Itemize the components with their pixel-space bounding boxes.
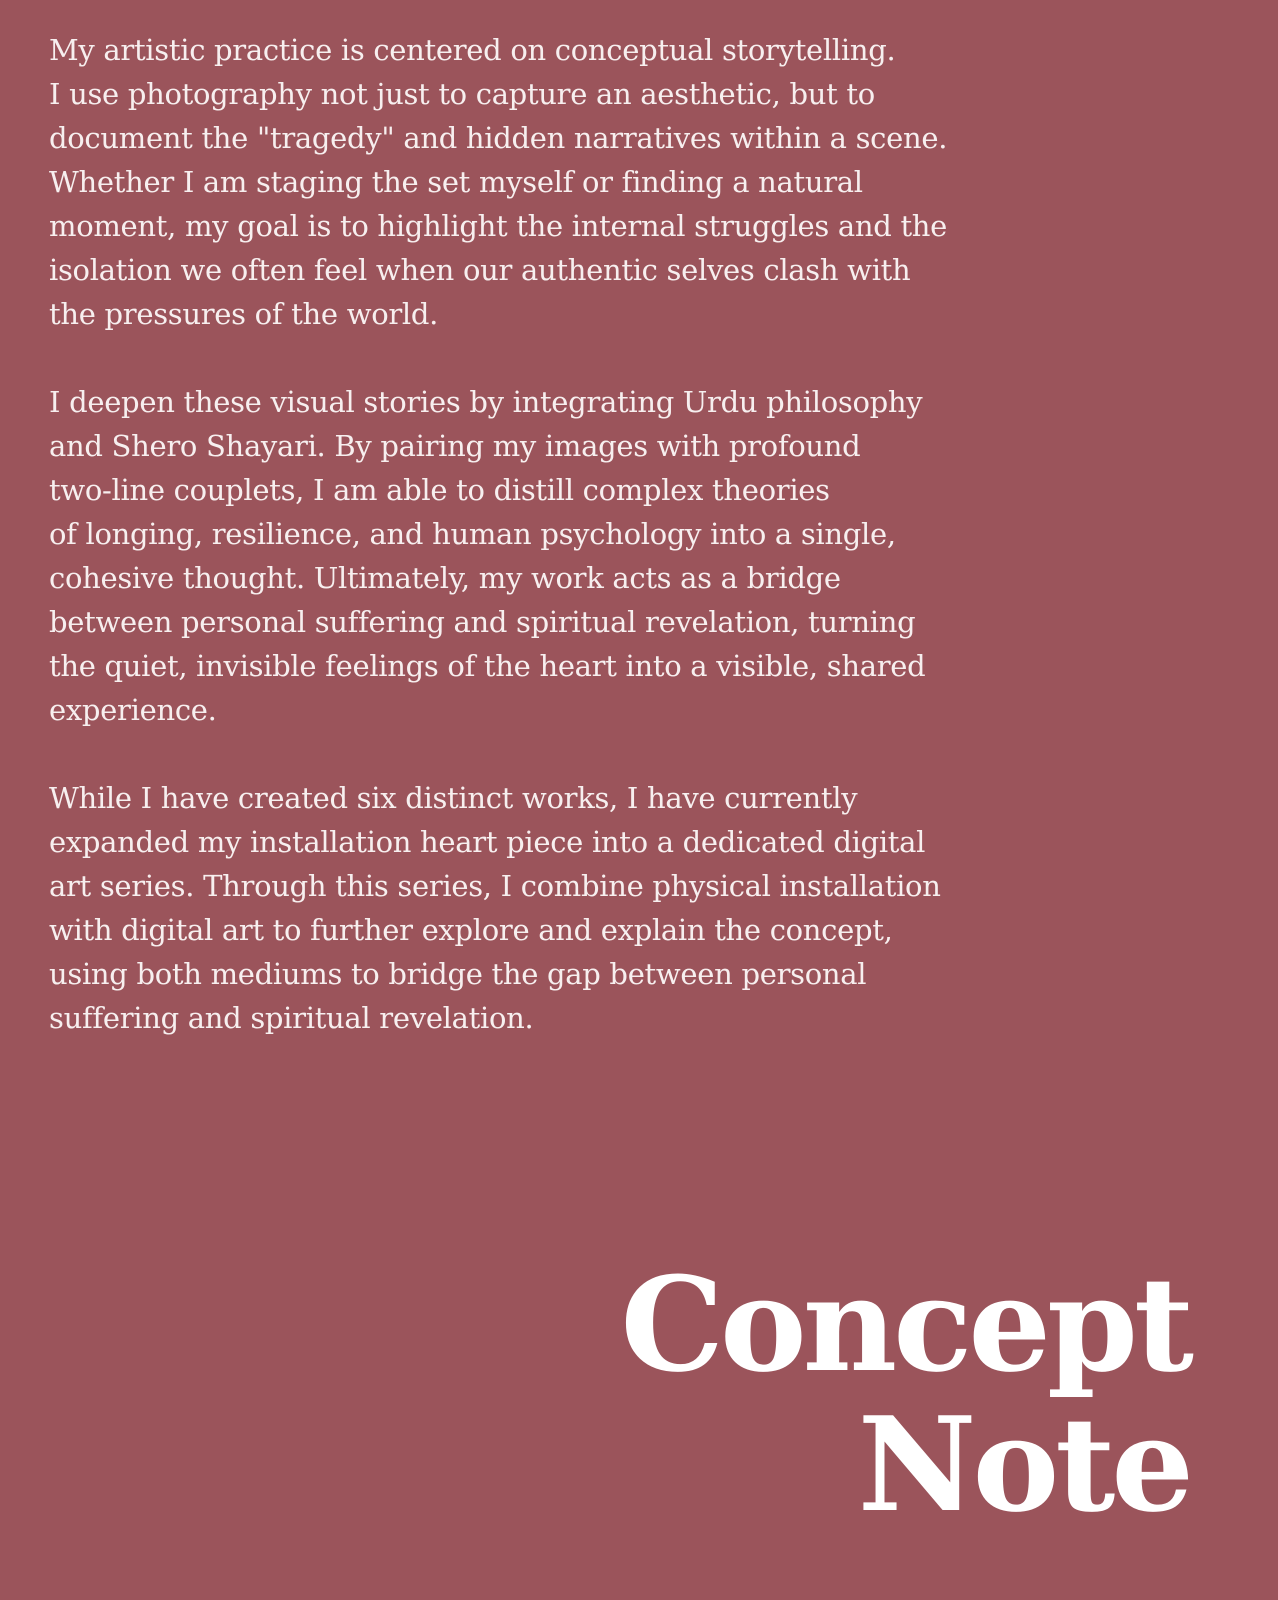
paragraph-line: the pressures of the world. (49, 297, 439, 331)
paragraph-line: of longing, resilience, and human psychology into a single, (49, 517, 896, 551)
paragraph-line: and Shero Shayari. By pairing my images with profound (49, 429, 861, 463)
paragraph-line: I deepen these visual stories by integrating Urdu philosophy (49, 385, 923, 419)
paragraph-line: My artistic practice is centered on conceptual storytelling. (49, 33, 896, 67)
paragraph-line: suffering and spiritual revelation. (49, 1001, 534, 1035)
paragraph-line: isolation we often feel when our authentic selves clash with (49, 253, 911, 287)
concept-body (49, 28, 949, 1084)
paragraph-line: document the "tragedy" and hidden narratives within a scene. (49, 121, 948, 155)
paragraph-line: two-line couplets, I am able to distill complex theories (49, 473, 830, 507)
title-line-concept: Concept (620, 1248, 1190, 1401)
paragraph-line: Whether I am staging the set myself or finding a natural (49, 165, 863, 199)
paragraph-1 (49, 28, 949, 336)
paragraph-line: While I have created six distinct works, I have currently (49, 781, 858, 815)
paragraph-line: I use photography not just to capture an aesthetic, but to (49, 77, 875, 111)
paragraph-2 (49, 380, 949, 732)
paragraph-line: moment, my goal is to highlight the internal struggles and the (49, 209, 948, 243)
paragraph-line: experience. (49, 693, 217, 727)
paragraph-3 (49, 776, 949, 1040)
page-title (620, 1248, 1190, 1541)
paragraph-line: cohesive thought. Ultimately, my work acts as a bridge (49, 561, 841, 595)
paragraph-line: between personal suffering and spiritual revelation, turning (49, 605, 916, 639)
paragraph-line: art series. Through this series, I combine physical installation (49, 869, 941, 903)
title-line-note: Note (857, 1388, 1190, 1541)
paragraph-line: using both mediums to bridge the gap between personal (49, 957, 867, 991)
paragraph-line: with digital art to further explore and explain the concept, (49, 913, 893, 947)
paragraph-line: the quiet, invisible feelings of the heart into a visible, shared (49, 649, 926, 683)
paragraph-line: expanded my installation heart piece into a dedicated digital (49, 825, 926, 859)
